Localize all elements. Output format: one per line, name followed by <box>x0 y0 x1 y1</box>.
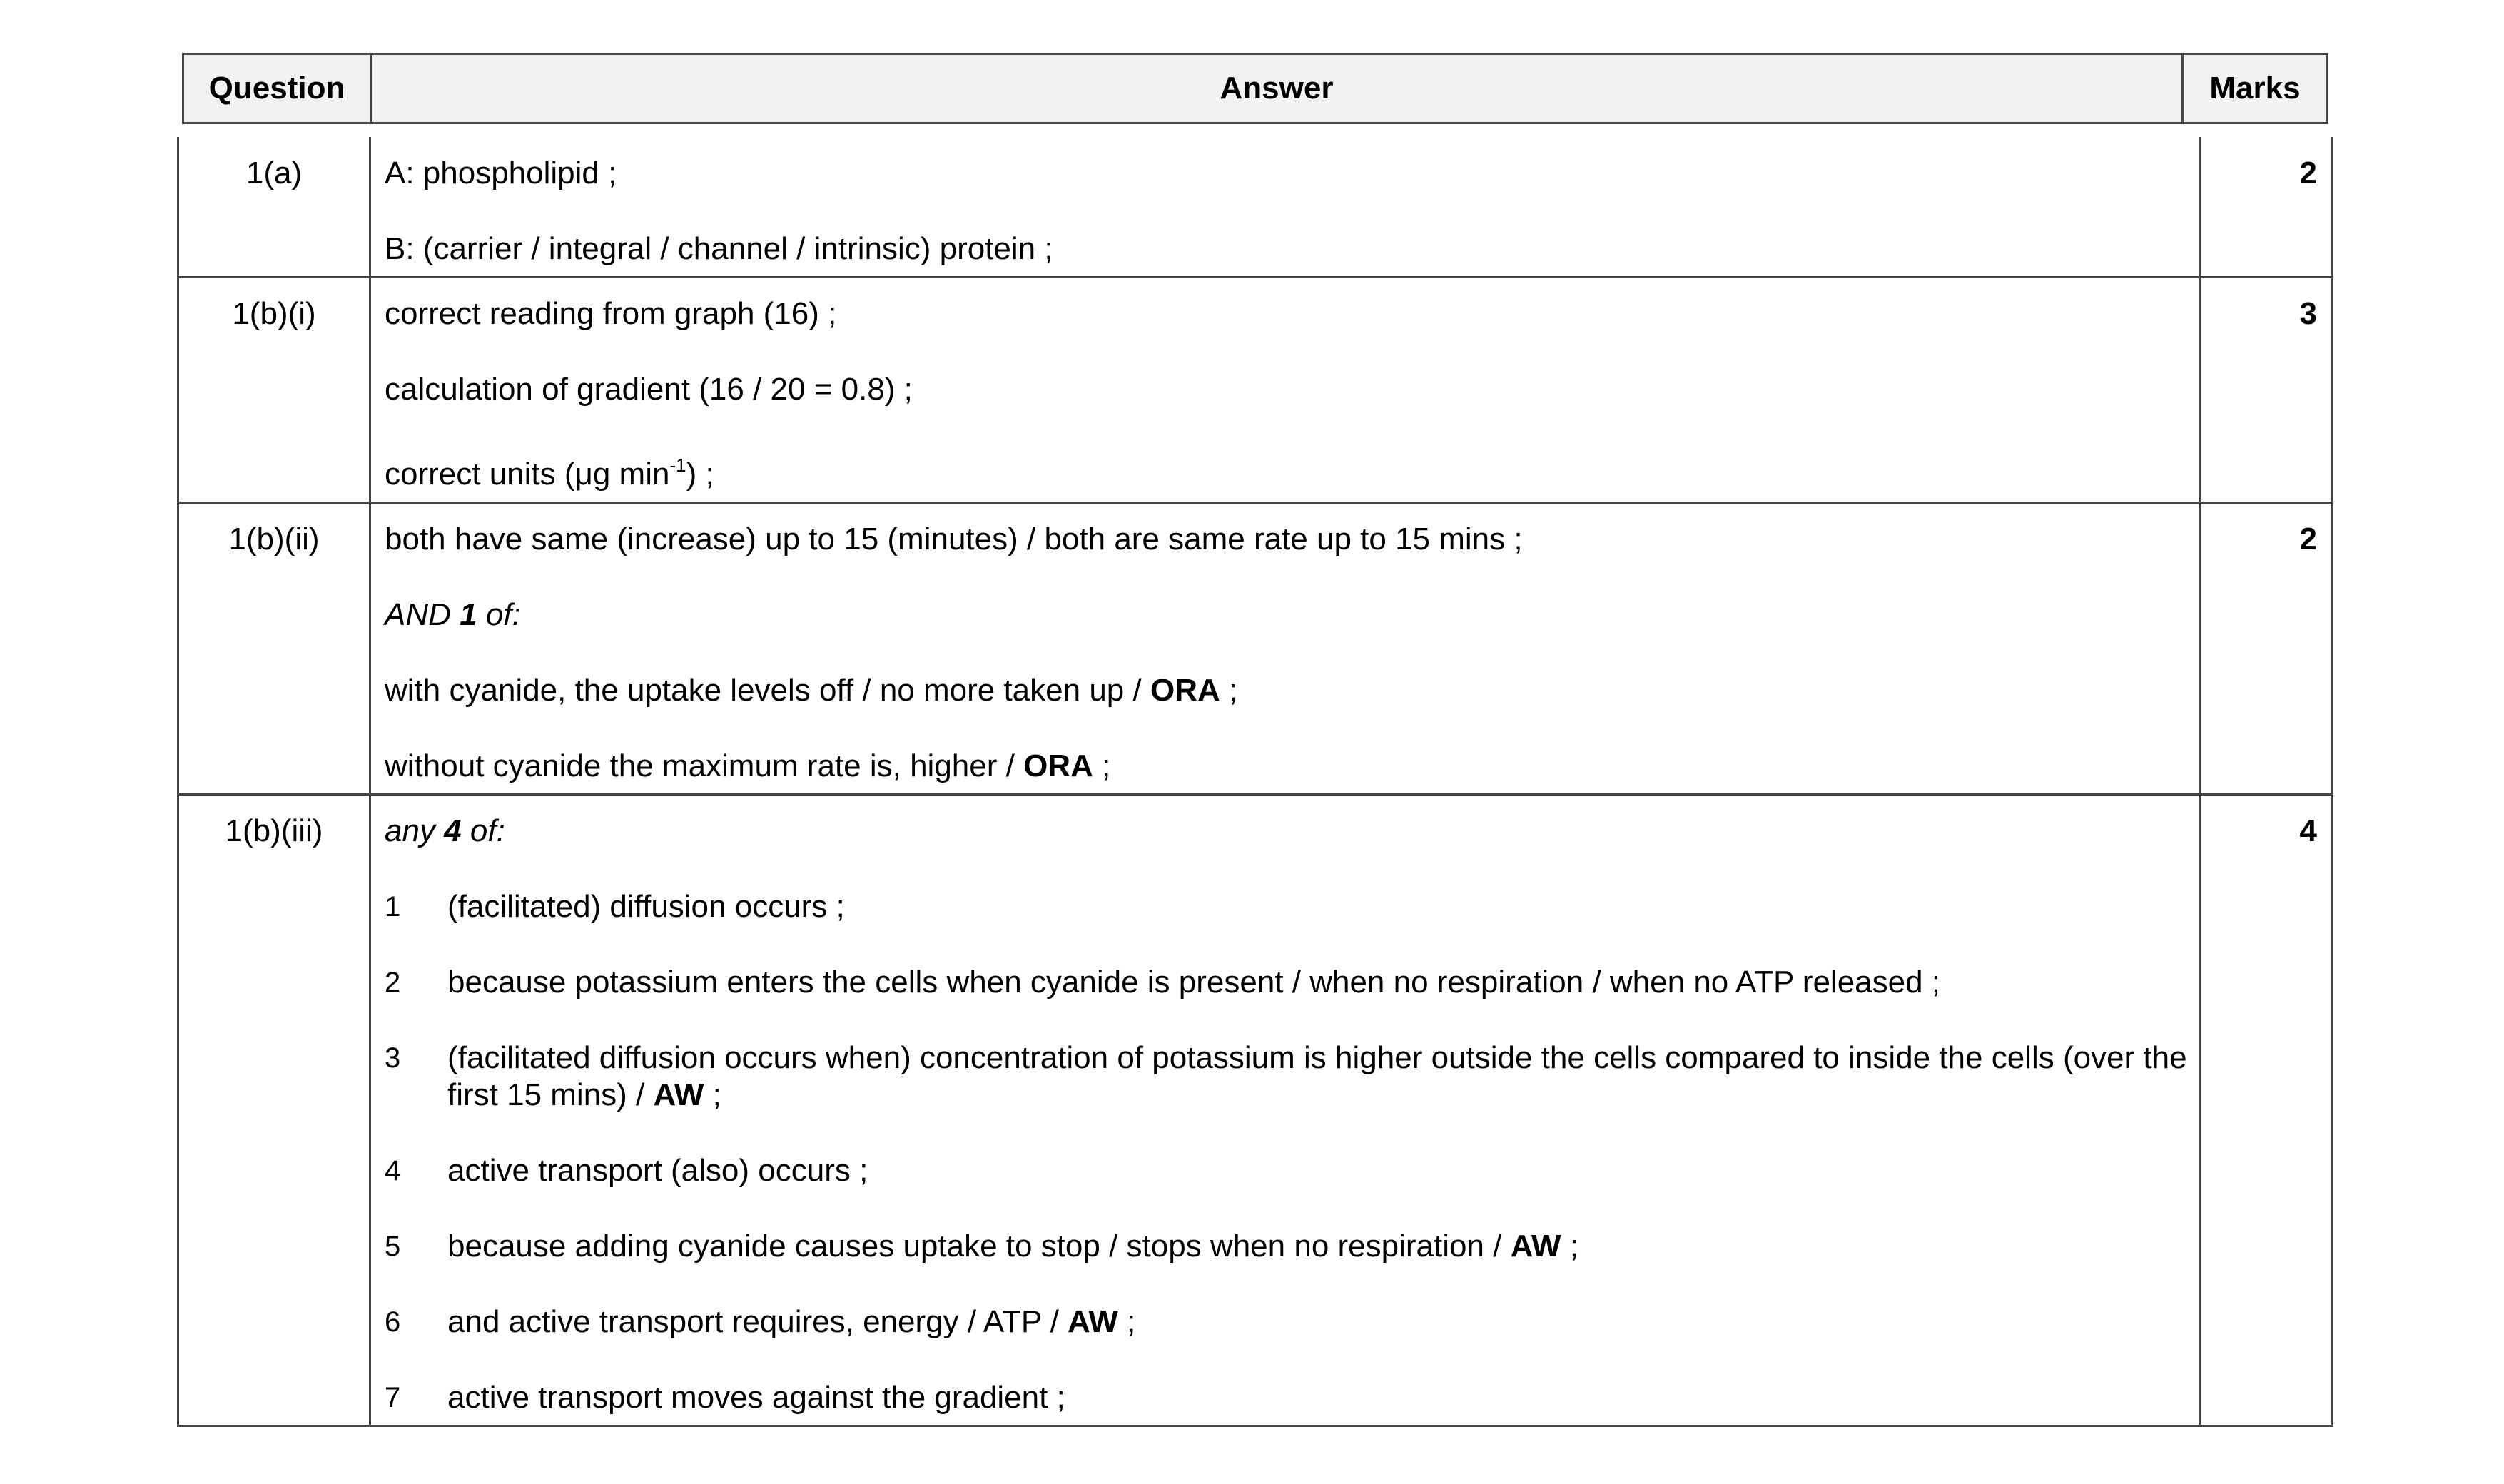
list-item <box>385 964 2199 1001</box>
point-text <box>447 1152 868 1189</box>
text-run: ) ; <box>686 457 714 492</box>
text-run: AND <box>385 597 460 632</box>
question-cell <box>178 795 370 1426</box>
text-run: (facilitated) diffusion occurs ; <box>447 889 845 924</box>
answer-cell <box>370 137 2200 278</box>
answer-cell <box>370 795 2200 1426</box>
text-run: any <box>385 813 445 848</box>
question-number: 1(b)(ii) <box>228 522 320 556</box>
marks-cell <box>2200 137 2333 278</box>
point-text <box>447 1040 2199 1114</box>
table-row <box>178 278 2333 503</box>
table-row <box>178 795 2333 1426</box>
marks-value: 3 <box>2299 296 2317 331</box>
text-run: ; <box>1117 1304 1136 1339</box>
point-number: 6 <box>385 1306 401 1338</box>
text-run-bold: ORA <box>1150 673 1220 708</box>
question-cell <box>178 278 370 503</box>
answer-line <box>385 813 2199 850</box>
text-run: because potassium enters the cells when cyanide is present / when no respiration / when no ATP released ; <box>447 965 1941 1000</box>
text-run: (facilitated diffusion occurs when) concentration of potassium is higher outside the cells compared to inside the cells (over the first 15 mins) / <box>447 1040 2187 1112</box>
question-number: 1(b)(i) <box>232 296 316 331</box>
point-number: 2 <box>385 967 401 998</box>
text-run: with cyanide, the uptake levels off / no more taken up / <box>385 673 1150 708</box>
question-cell <box>178 137 370 278</box>
list-item <box>385 1152 2199 1189</box>
marks-cell <box>2200 503 2333 795</box>
text-run-bold: AW <box>1068 1304 1118 1339</box>
point-text <box>447 1228 1578 1265</box>
text-run: and active transport requires, energy / ATP / <box>447 1304 1068 1339</box>
text-run: of: <box>477 597 521 632</box>
point-text <box>447 888 845 925</box>
list-item <box>385 1379 2199 1416</box>
answer-line: calculation of gradient (16 / 20 = 0.8) ; <box>385 372 913 407</box>
superscript: -1 <box>669 454 686 476</box>
point-number: 1 <box>385 891 401 923</box>
answer-line: B: (carrier / integral / channel / intrinsic) protein ; <box>385 231 1053 266</box>
table-row <box>178 503 2333 795</box>
text-run: of: <box>461 813 505 848</box>
mark-scheme-table <box>177 137 2333 1427</box>
text-run-bold: 1 <box>460 597 477 632</box>
header-answer: Answer <box>372 55 2184 122</box>
text-run: correct units (μg min <box>385 457 670 492</box>
numbered-points <box>385 888 2199 1416</box>
point-number: 7 <box>385 1382 401 1413</box>
table-header <box>182 53 2328 124</box>
point-text <box>447 964 1940 1001</box>
point-number: 5 <box>385 1231 401 1262</box>
text-run: active transport (also) occurs ; <box>447 1153 868 1188</box>
marks-cell <box>2200 278 2333 503</box>
text-run: ; <box>704 1077 721 1112</box>
table-row <box>178 137 2333 278</box>
question-number: 1(a) <box>245 156 303 190</box>
answer-cell <box>370 278 2200 503</box>
answer-line <box>385 672 2199 709</box>
marks-value: 4 <box>2299 813 2317 848</box>
list-item <box>385 1228 2199 1265</box>
text-run: ; <box>1093 748 1111 783</box>
header-question: Question <box>184 55 372 122</box>
answer-line <box>385 447 2199 493</box>
text-run: without cyanide the maximum rate is, higher / <box>385 748 1024 783</box>
marks-value: 2 <box>2299 522 2317 556</box>
text-run: ; <box>1220 673 1238 708</box>
text-run: ; <box>1561 1229 1578 1264</box>
answer-line: correct reading from graph (16) ; <box>385 296 837 331</box>
list-item <box>385 1040 2199 1114</box>
text-run-bold: AW <box>653 1077 704 1112</box>
list-item <box>385 888 2199 925</box>
marks-value: 2 <box>2299 156 2317 190</box>
point-text <box>447 1379 1065 1416</box>
point-number: 3 <box>385 1042 401 1074</box>
answer-line <box>385 596 2199 634</box>
question-number: 1(b)(iii) <box>225 813 323 848</box>
header-marks: Marks <box>2209 71 2301 106</box>
point-text <box>447 1303 1135 1341</box>
text-run: because adding cyanide causes uptake to stop / stops when no respiration / <box>447 1229 1511 1264</box>
answer-cell <box>370 503 2200 795</box>
question-cell <box>178 503 370 795</box>
text-run-bold: AW <box>1510 1229 1561 1264</box>
answer-line <box>385 748 2199 785</box>
marks-cell <box>2200 795 2333 1426</box>
answer-line: A: phospholipid ; <box>385 156 617 190</box>
point-number: 4 <box>385 1155 401 1186</box>
text-run: active transport moves against the gradient ; <box>447 1380 1065 1415</box>
list-item <box>385 1303 2199 1341</box>
answer-line: both have same (increase) up to 15 (minutes) / both are same rate up to 15 mins ; <box>385 522 1523 556</box>
text-run-bold: 4 <box>444 813 462 848</box>
text-run-bold: ORA <box>1023 748 1093 783</box>
